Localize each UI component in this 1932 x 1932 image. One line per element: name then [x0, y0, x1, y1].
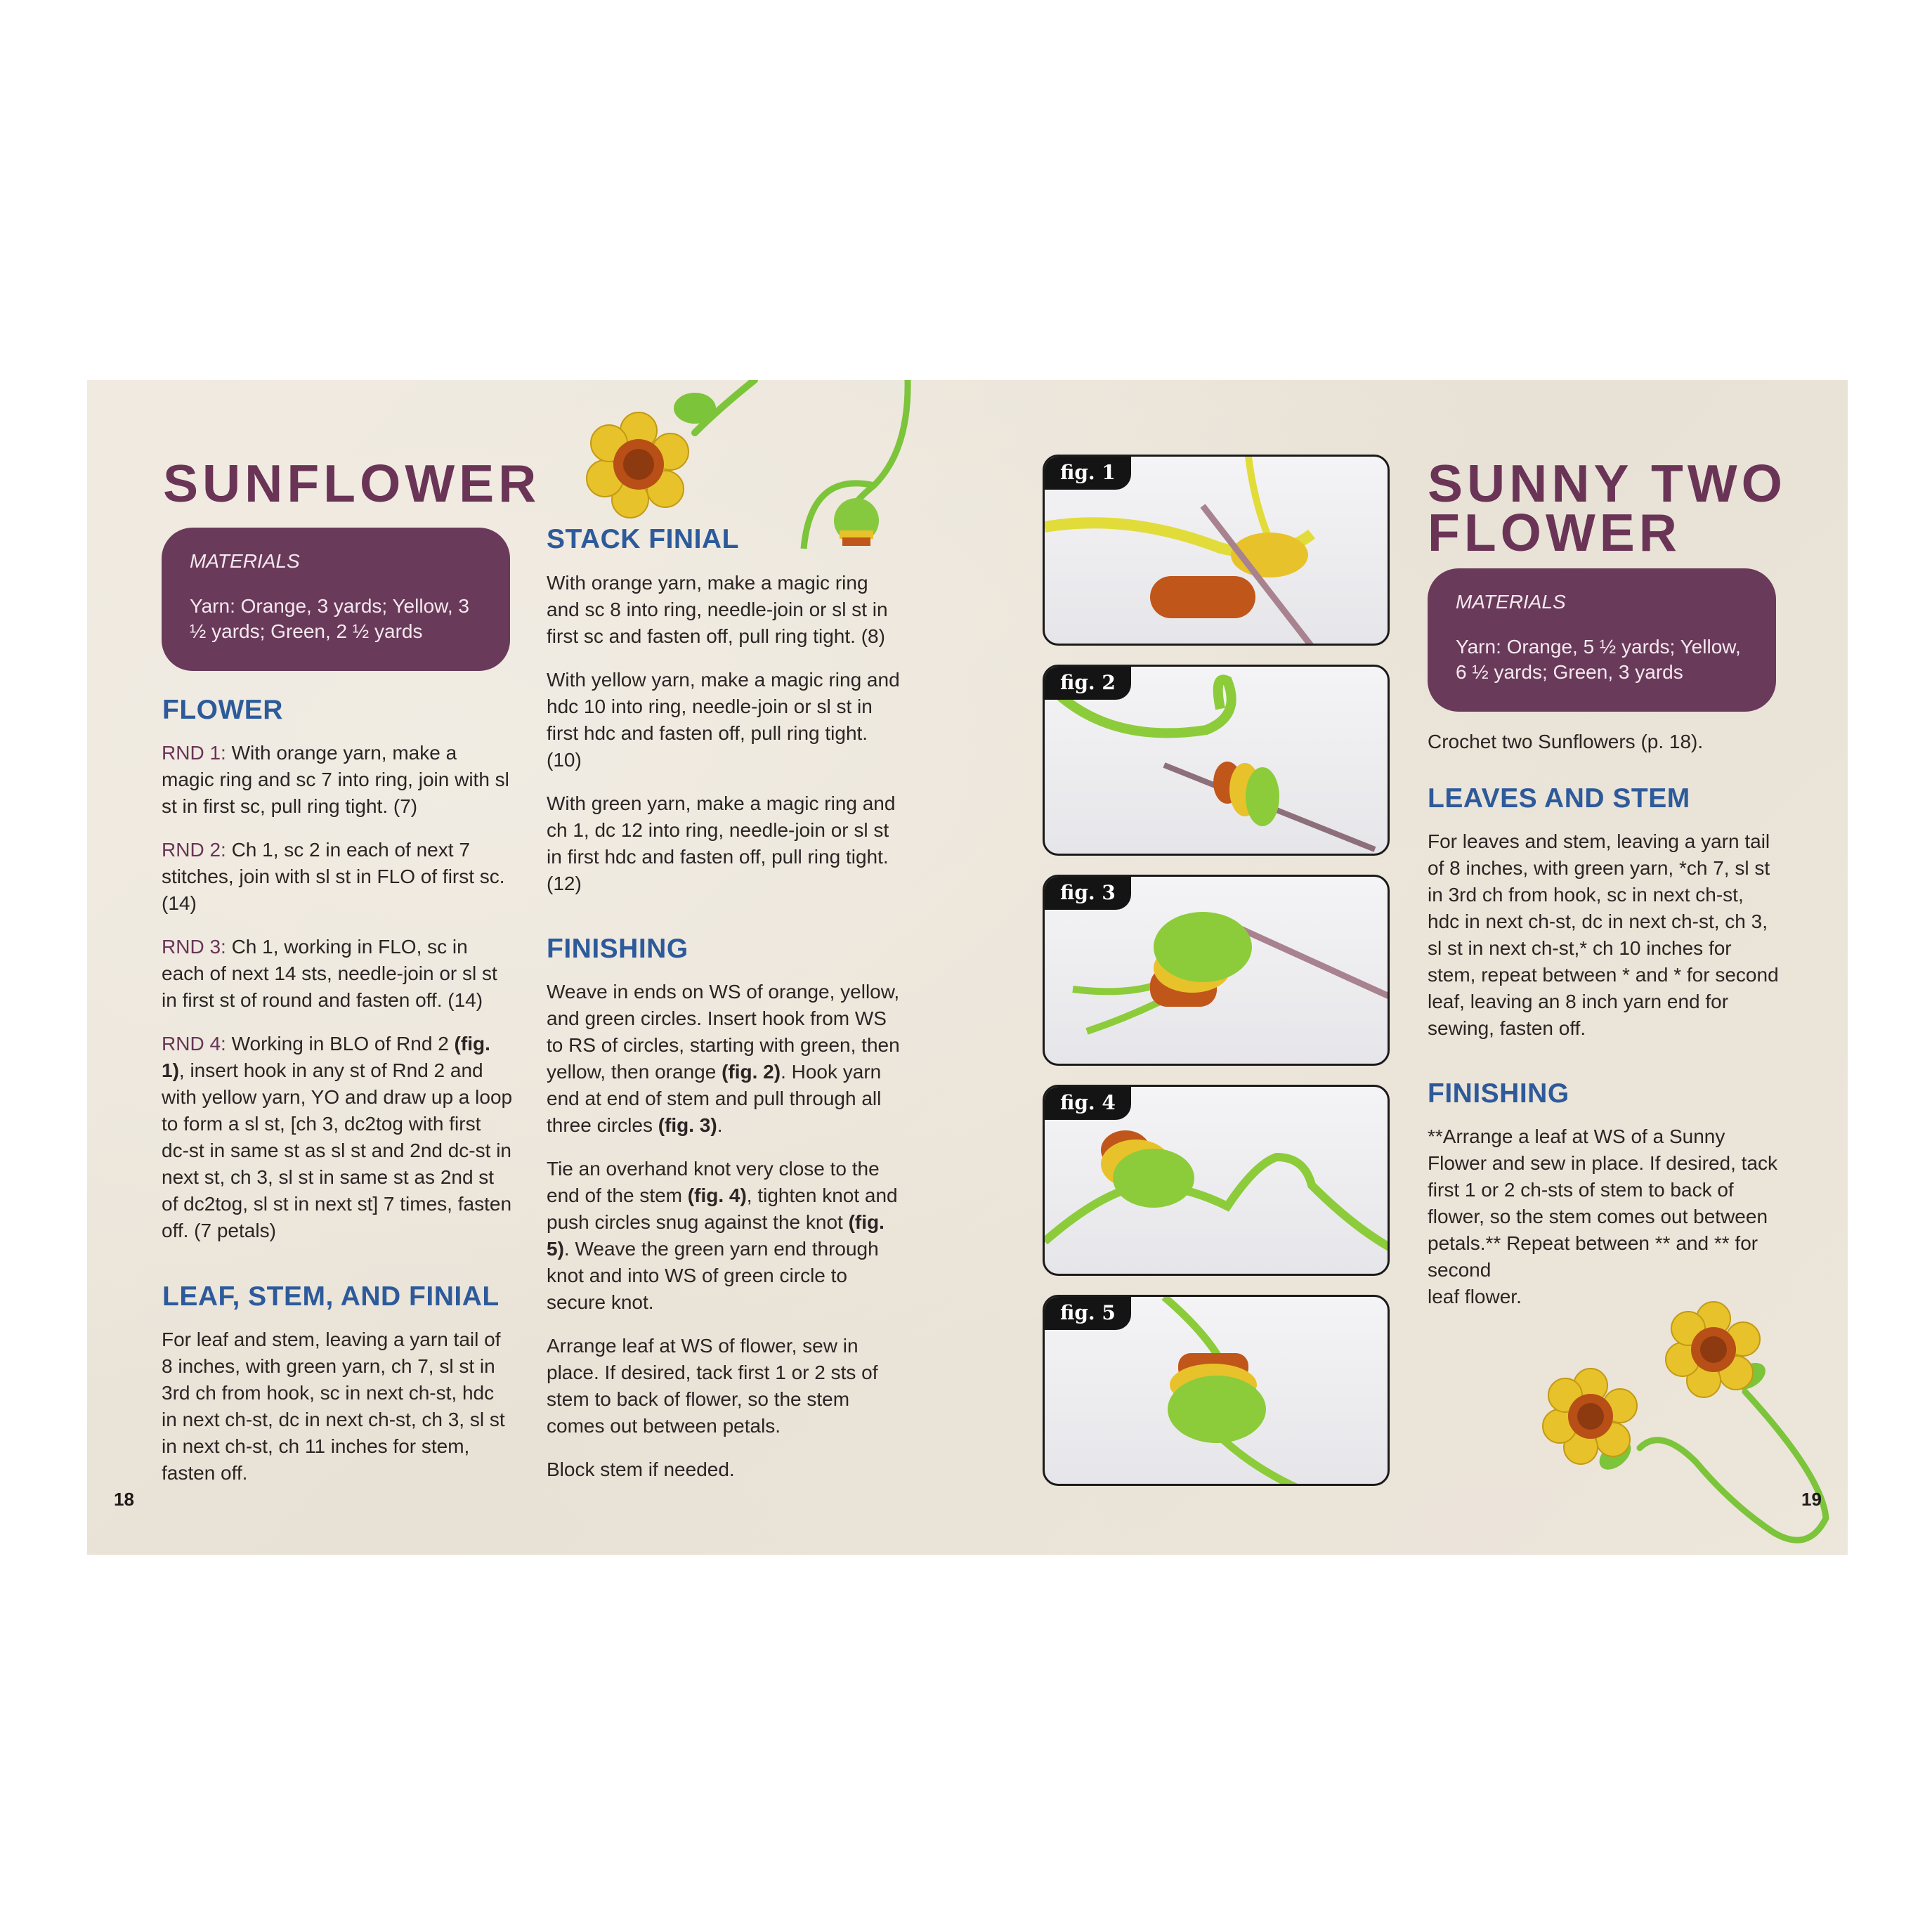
- figure-3: [1043, 875, 1390, 1066]
- materials-label-right: MATERIALS: [1456, 591, 1566, 613]
- page-number-left: 18: [114, 1489, 134, 1510]
- round-2: RND 2: Ch 1, sc 2 in each of next 7 stitches, join with sl st in FLO of first sc. (14): [162, 839, 505, 914]
- page-title-sunflower: SUNFLOWER: [163, 454, 541, 513]
- materials-text-right: Yarn: Orange, 5 ½ yards; Yellow, 6 ½ yards; Green, 3 yards: [1456, 636, 1741, 683]
- page-number-right: 19: [1801, 1489, 1822, 1510]
- finishing-instructions-right: **Arrange a leaf at WS of a Sunny Flower and sew in place. If desired, tack first 1 or 2 ch-sts of stem to back of flower, so the stem comes out between petals.** Repeat between ** and ** for second leaf flower.: [1428, 1125, 1778, 1307]
- round-3: RND 3: Ch 1, working in FLO, sc in each of next 14 sts, needle-join or sl st in first st of round and fasten off. (14): [162, 936, 497, 1011]
- materials-box: [162, 528, 510, 671]
- finishing-p4: Block stem if needed.: [547, 1458, 735, 1480]
- figure-2: [1043, 665, 1390, 856]
- title-line-1: SUNNY TWO: [1428, 454, 1787, 513]
- flower-instructions: [162, 740, 513, 1261]
- materials-text: Yarn: Orange, 3 yards; Yellow, 3 ½ yards; Green, 2 ½ yards: [190, 595, 469, 642]
- sunflower-illustration: [544, 380, 1000, 591]
- heading-flower: FLOWER: [162, 695, 283, 725]
- book-spread: [87, 380, 1848, 1555]
- figure-1: [1043, 455, 1390, 646]
- finishing-instructions: [547, 979, 905, 1500]
- leaf-stem-instructions: For leaf and stem, leaving a yarn tail of 8 inches, with green yarn, ch 7, sl st in 3rd ch from hook, sc in next ch-st, hdc in next ch-st, dc in next ch-st, ch 3, sl st in next ch-st, ch 11 inches for stem, fasten off.: [162, 1329, 505, 1484]
- figure-5-label: fig. 5: [1045, 1297, 1131, 1330]
- figure-4-label: fig. 4: [1045, 1087, 1131, 1120]
- title-line-2: FLOWER: [1428, 503, 1681, 562]
- round-1: RND 1: With orange yarn, make a magic ring and sc 7 into ring, join with sl st in first sc, pull ring tight. (7): [162, 742, 509, 817]
- heading-finishing-right: FINISHING: [1428, 1078, 1569, 1109]
- figure-1-label: fig. 1: [1045, 457, 1131, 490]
- sunny-two-flower-illustration: [1506, 1293, 1848, 1555]
- materials-label: MATERIALS: [190, 550, 300, 572]
- figure-4: [1043, 1085, 1390, 1276]
- heading-stack-finial: STACK FINIAL: [547, 524, 739, 554]
- figure-5: [1043, 1295, 1390, 1486]
- finishing-p1: Weave in ends on WS of orange, yellow, and green circles. Insert hook from WS to RS of circles, starting with green, then yellow, then orange (fig. 2). Hook yarn end at end of stem and pull through all three circles (fig. 3).: [547, 981, 900, 1136]
- figure-2-label: fig. 2: [1045, 667, 1131, 700]
- intro-text: Crochet two Sunflowers (p. 18).: [1428, 731, 1704, 752]
- stack-finial-instructions: With orange yarn, make a magic ring and sc 8 into ring, needle-join or sl st in first sc and fasten off, pull ring tight. (8) With yellow yarn, make a magic ring and hdc 10 into ring, needle-join or sl st in first hdc and fasten off, pull ring tight. (10) With green yarn, make a magic ring and ch 1, dc 12 into ring, needle-join or sl st in first hdc and fasten off, pull ring tight. (12): [547, 572, 900, 894]
- leaves-stem-instructions: For leaves and stem, leaving a yarn tail of 8 inches, with green yarn, *ch 7, sl st in 3rd ch from hook, sc in next ch-st, hdc in next ch-st, dc in next ch-st, ch 3, sl st in next ch-st,* ch 10 inches for stem, repeat between * and * for second leaf, leaving an 8 inch yarn end for sewing, fasten off.: [1428, 830, 1779, 1039]
- heading-finishing: FINISHING: [547, 934, 688, 964]
- figure-3-label: fig. 3: [1045, 877, 1131, 910]
- round-4: RND 4: Working in BLO of Rnd 2 (fig. 1), insert hook in any st of Rnd 2 and with yellow yarn, YO and draw up a loop to form a sl st, [ch 3, dc2tog with first dc-st in same st as sl st and 2nd dc-st in next st, ch 3, sl st in same st as 2nd st of dc2tog, sl st in next st] 7 times, fasten off. (7 petals): [162, 1033, 513, 1241]
- finishing-p2: Tie an overhand knot very close to the end of the stem (fig. 4), tighten knot and push circles snug against the knot (fig. 5). Weave the green yarn end through knot and into WS of green circle to secure knot.: [547, 1158, 898, 1313]
- finishing-p3: Arrange leaf at WS of flower, sew in place. If desired, tack first 1 or 2 sts of stem to back of flower, so the stem comes out between petals.: [547, 1335, 878, 1437]
- heading-leaf-stem-finial: LEAF, STEM, AND FINIAL: [162, 1281, 500, 1312]
- materials-box-right: [1428, 568, 1776, 712]
- heading-leaves-and-stem: LEAVES AND STEM: [1428, 783, 1690, 814]
- page-title-sunny-two-flower: [1428, 454, 1787, 562]
